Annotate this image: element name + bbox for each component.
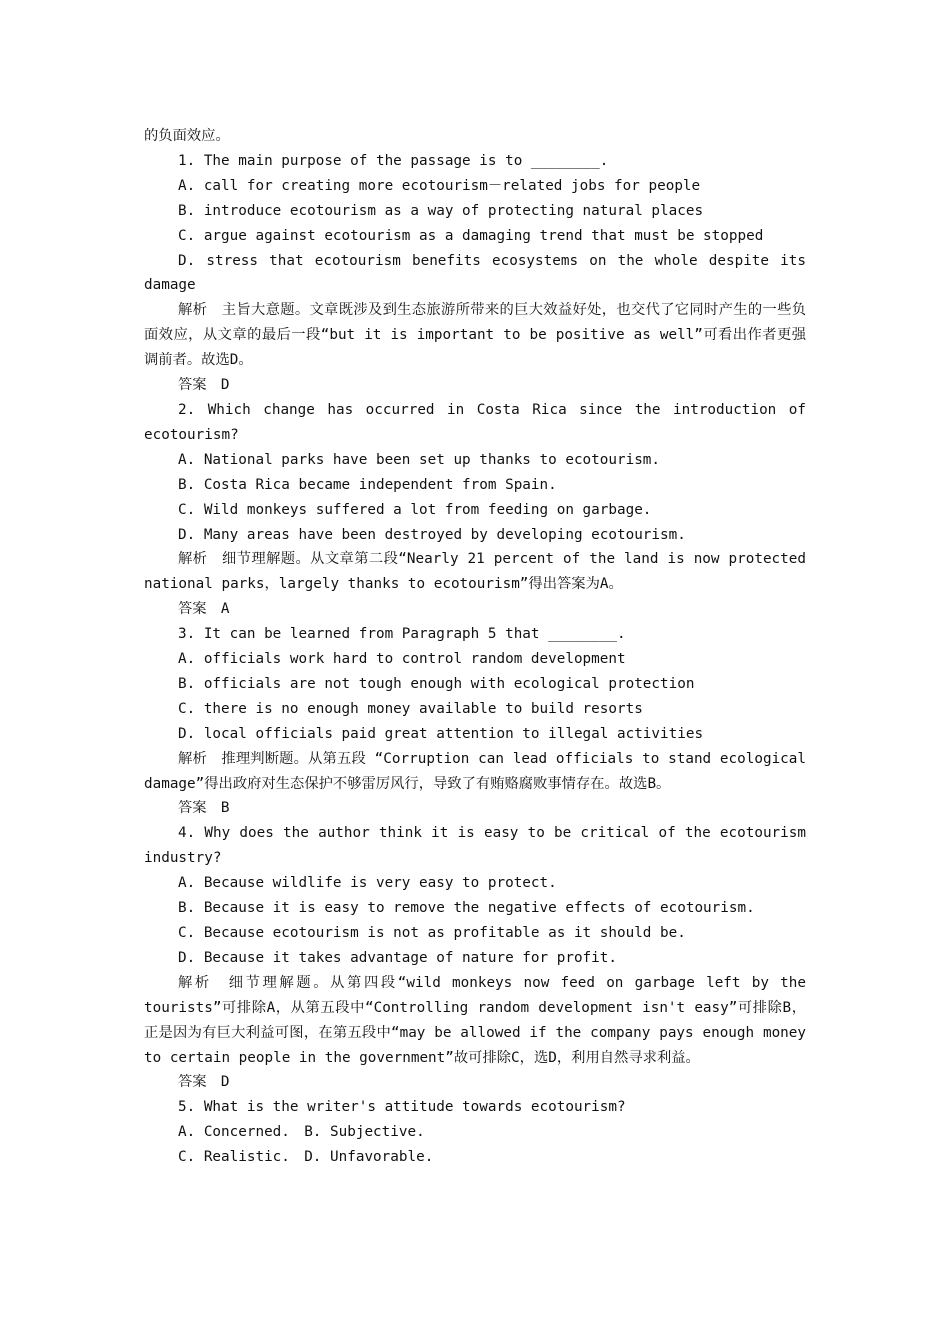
answer-key: 答案 A (178, 601, 230, 618)
question-stem: 1. The main purpose of the passage is to ________. (178, 152, 609, 169)
answer-option: D. stress that ecotourism benefits ecosystems on the whole despite its damage (144, 252, 815, 294)
answer-option: B. officials are not tough enough with ecological protection (178, 675, 695, 692)
question-block-3 (144, 622, 815, 821)
question-block-4 (144, 821, 815, 1095)
answer-key: 答案 B (178, 800, 230, 817)
question-stem: 4. Why does the author think it is easy to be critical of the ecotourism industry? (144, 825, 815, 867)
answer-option: A. call for creating more ecotourism－related jobs for people (178, 177, 701, 194)
answer-option: A. officials work hard to control random development (178, 651, 626, 668)
answer-option: D. local officials paid great attention to illegal activities (178, 725, 704, 742)
analysis-paragraph: 解析 细节理解题。从第四段“wild monkeys now feed on garbage left by the tourists”可排除A，从第五段中“Controlling random development isn't easy”可排除B，正是因为有巨大利益可图，在第五段中“may be allowed if the company pays enough money to certain people in the government”故可排除C，选D，利用自然寻求利益。 (144, 974, 815, 1066)
answer-option: C. Because ecotourism is not as profitable as it should be. (178, 925, 686, 941)
continuation-line: 的负面效应。 (144, 128, 230, 144)
question-stem: 2. Which change has occurred in Costa Rica since the introduction of ecotourism? (144, 401, 815, 443)
document-page (144, 124, 815, 1170)
question-stem: 3. It can be learned from Paragraph 5 that ________. (178, 626, 626, 643)
question-stem: 5. What is the writer's attitude towards ecotourism? (178, 1099, 626, 1116)
answer-option: A. National parks have been set up thanks to ecotourism. (178, 451, 661, 468)
answer-option: A. Concerned. B. Subjective. (178, 1124, 425, 1141)
answer-option: C. there is no enough money available to build resorts (178, 700, 643, 717)
question-block-2 (144, 398, 815, 622)
answer-option: B. Because it is easy to remove the negative effects of ecotourism. (178, 900, 755, 917)
answer-option: C. Wild monkeys suffered a lot from feeding on garbage. (178, 501, 652, 518)
answer-option: A. Because wildlife is very easy to protect. (178, 875, 557, 892)
analysis-paragraph: 解析 主旨大意题。文章既涉及到生态旅游所带来的巨大效益好处，也交代了它同时产生的一些负面效应，从文章的最后一段“but it is important to be positive as well”可看出作者更强调前者。故选D。 (144, 302, 806, 369)
question-block-5 (144, 1095, 806, 1170)
answer-option: B. introduce ecotourism as a way of protecting natural places (178, 202, 704, 219)
answer-option: C. Realistic. D. Unfavorable. (178, 1149, 434, 1166)
analysis-paragraph: 解析 推理判断题。从第五段 “Corruption can lead officials to stand ecological damage”得出政府对生态保护不够雷厉风行，导致了有贿赂腐败事情存在。故选B。 (144, 750, 815, 792)
analysis-paragraph: 解析 细节理解题。从文章第二段“Nearly 21 percent of the land is now protected national parks，largely thanks to ecotourism”得出答案为A。 (144, 551, 815, 593)
answer-option: C. argue against ecotourism as a damaging trend that must be stopped (178, 227, 764, 244)
answer-key: 答案 D (178, 377, 230, 394)
answer-option: D. Many areas have been destroyed by developing ecotourism. (178, 526, 686, 543)
answer-key: 答案 D (178, 1074, 230, 1091)
question-block-1 (144, 149, 815, 398)
answer-option: B. Costa Rica became independent from Spain. (178, 476, 557, 493)
answer-option: D. Because it takes advantage of nature for profit. (178, 949, 617, 966)
